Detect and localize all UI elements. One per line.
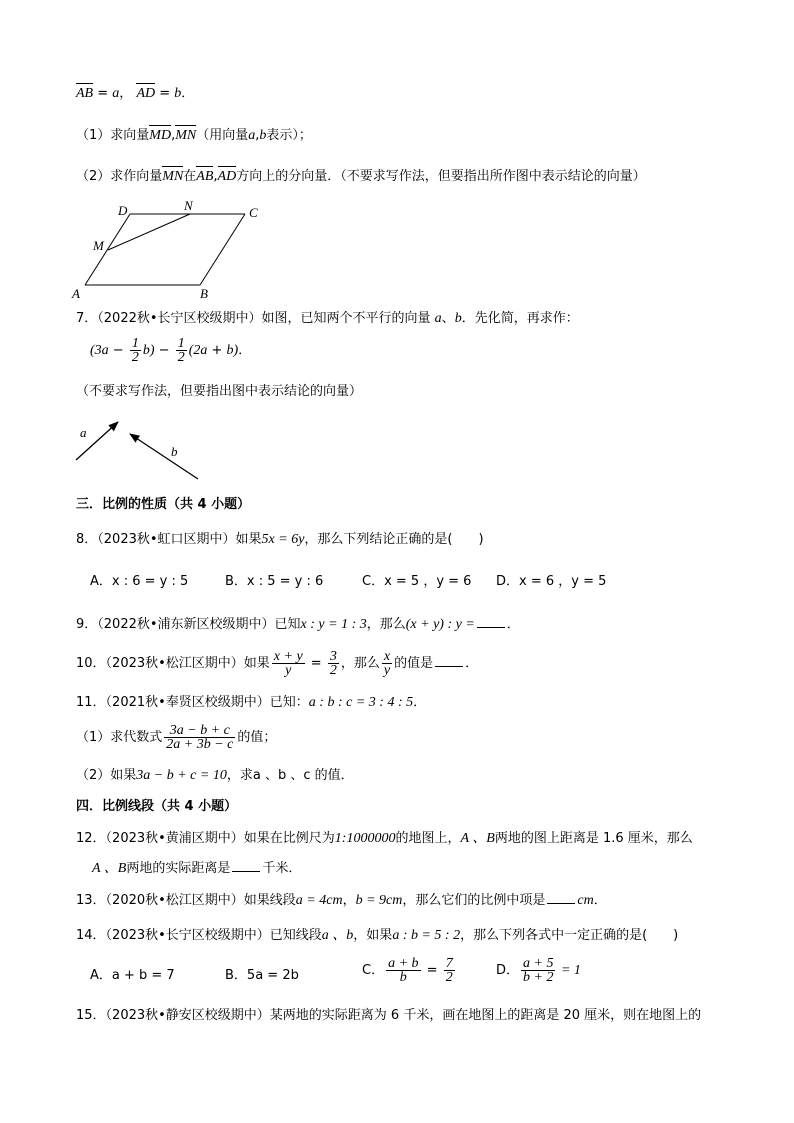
answer-blank: [232, 860, 260, 872]
problem-10: 10．（2023秋•松江区期中）如果 $\frac{x + y}{y}$ = $\frac{3}{2}$ ，那么 $\frac{x}{y}$ 的值是 ．: [76, 649, 479, 678]
label-b: B: [200, 286, 208, 301]
answer-blank: [435, 655, 463, 667]
label-d: D: [118, 203, 128, 218]
problem-8-option-c: C．x = 5 ，y = 6: [362, 574, 472, 589]
parallelogram-figure: [60, 200, 280, 302]
problem-13: 13．（2020秋•松江区期中）如果线段a = 4cm，b = 9cm，那么它们的比例中项是 cm．: [76, 893, 607, 908]
problem-12: 12．（2023秋•黄浦区期中）如果在比例尺为1:1000000的地图上，A 、B两地的图上距离是 1.6 厘米，那么: [76, 831, 693, 846]
problem-8-option-d: D．x = 6 ，y = 5: [496, 574, 607, 589]
problem-11-part-1: （1）求代数式 $\frac{3a - b + c}{2a + 3b - c}$ 的值；: [76, 723, 277, 752]
vector-ab: AB: [76, 86, 94, 101]
problem-7: 7．（2022秋•长宁区校级期中）如图，已知两个不平行的向量 a、b．先化简，再求作：: [76, 311, 579, 326]
problem-7-note: （不要求写作法，但要指出图中表示结论的向量）: [76, 384, 363, 399]
problem-8-option-b: B．x : 5 = y : 6: [225, 574, 324, 589]
question-6-part-1: （1）求向量MD,MN（用向量a,b表示）；: [76, 128, 312, 143]
vector-ad: AD: [136, 86, 156, 101]
problem-11-part-2: （2）如果3a − b + c = 10，求a 、b 、c 的值．: [76, 768, 354, 783]
problem-14-option-b: B．5a = 2b: [225, 968, 299, 983]
problem-8-option-a: A．x : 6 = y : 5: [90, 574, 189, 589]
side-da: [85, 214, 130, 285]
label-a: A: [72, 286, 80, 301]
problem-14-option-d: D． $\frac{a + 5}{b + 2}$ = 1: [496, 956, 581, 985]
label-vector-a: a: [80, 425, 87, 440]
problem-7-expression: (3a − $\frac{1}{2}$ b) − $\frac{1}{2}$ (2a + b)．: [90, 336, 252, 365]
problem-12-line-2: A 、B两地的实际距离是 千米．: [92, 861, 302, 876]
label-n: N: [184, 200, 193, 213]
vectors-figure: [60, 418, 220, 484]
problem-11: 11．（2021秋•奉贤区校级期中）已知：a : b : c = 3 : 4 : 5．: [76, 695, 427, 710]
problem-9: 9．（2022秋•浦东新区校级期中）已知x : y = 1 : 3，那么(x + y) : y = ．: [76, 617, 520, 632]
section-3-heading: 三．比例的性质（共 4 小题）: [76, 497, 251, 512]
problem-14-option-a: A．a + b = 7: [90, 968, 175, 983]
answer-blank: [477, 616, 505, 628]
problem-8: 8．（2023秋•虹口区期中）如果5x = 6y，那么下列结论正确的是( ): [76, 532, 484, 547]
segment-mn: [108, 214, 190, 250]
problem-15: 15．（2023秋•静安区校级期中）某两地的实际距离为 6 千米，画在地图上的距离是 20 厘米，则在地图上的: [76, 1008, 702, 1023]
problem-14: 14．（2023秋•长宁区校级期中）已知线段a 、b，如果a : b = 5 : 2，那么下列各式中一定正确的是( ): [76, 928, 679, 943]
vector-b-arrow: [130, 434, 198, 479]
answer-blank: [547, 892, 575, 904]
side-bc: [200, 214, 245, 285]
question-6-part-2: （2）求作向量MN在AB,AD方向上的分向量．（不要求写作法，但要指出所作图中表示结论的向量）: [76, 169, 646, 184]
given-vectors-line: AB = a， AD = b．: [76, 86, 195, 101]
problem-14-option-c: C． $\frac{a + b}{b}$ = $\frac{7}{2}$: [362, 956, 453, 985]
label-c: C: [249, 205, 258, 220]
label-m: M: [93, 238, 104, 253]
section-4-heading: 四．比例线段（共 4 小题）: [76, 799, 238, 814]
label-vector-b: b: [171, 444, 178, 459]
